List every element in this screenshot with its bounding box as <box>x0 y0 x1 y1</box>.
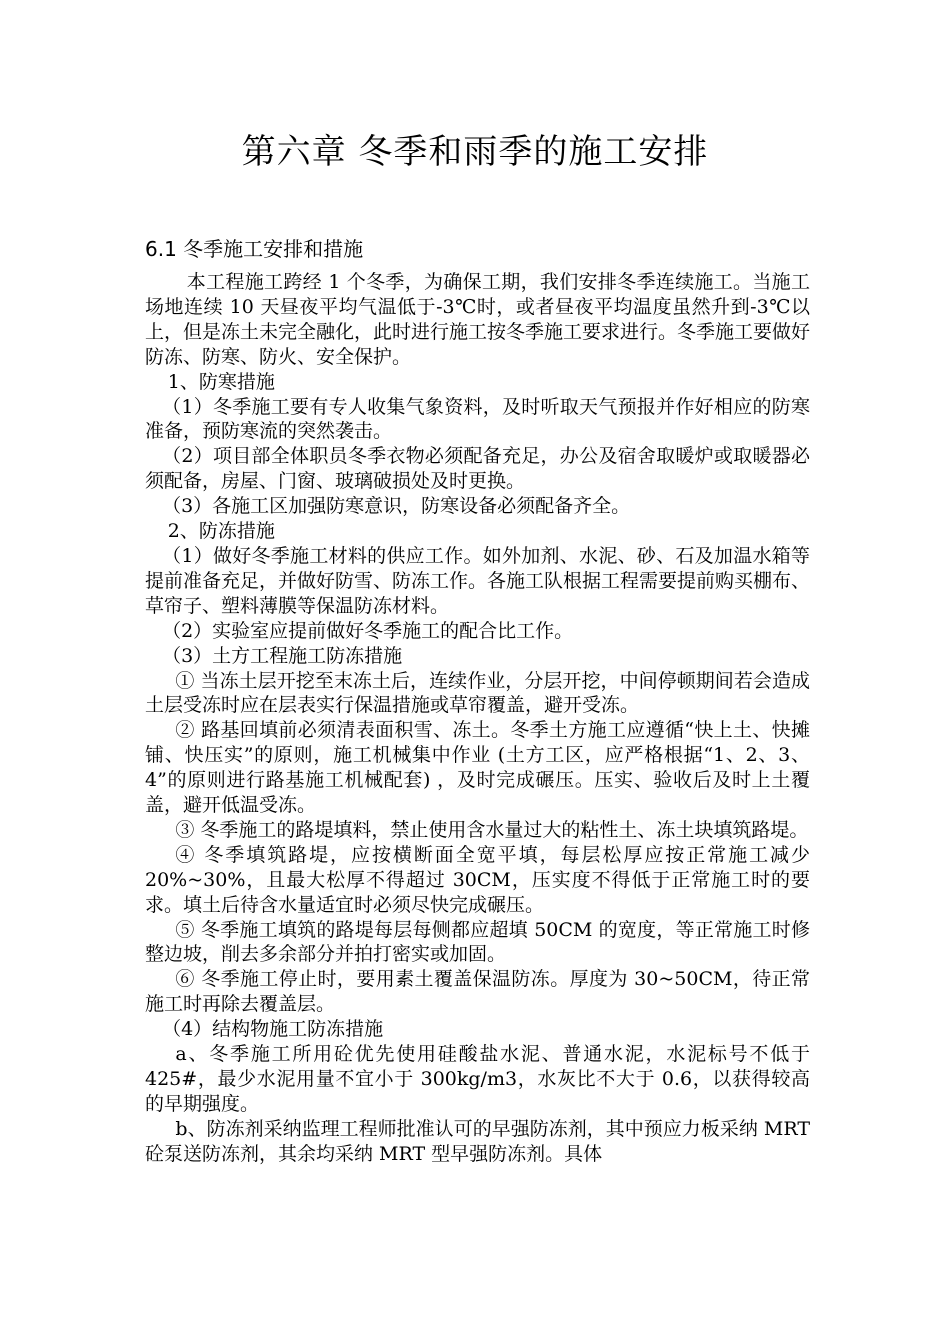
paragraph: （2）实验室应提前做好冬季施工的配合比工作。 <box>162 619 574 642</box>
paragraph: 本工程施工跨经 1 个冬季，为确保工期，我们安排冬季连续施工。当施工场地连续 10 天昼夜平均气温低于-3℃时，或者昼夜平均温度虽然升到-3℃以上，但是冻土未完全融化，此时进行施工按冬季施工要求进行。冬季施工要做好防冻、防寒、防火、安全保护。 <box>145 271 811 368</box>
paragraph: （1）冬季施工要有专人收集气象资料，及时听取天气预报并作好相应的防寒准备，预防寒流的突然袭击。 <box>145 395 810 443</box>
body-text <box>145 270 810 1167</box>
paragraph: ④ 冬季填筑路堤，应按横断面全宽平填，每层松厚应按正常施工减少 20%~30%，且最大松厚不得超过 30CM，压实度不得低于正常施工时的要求。填土后待含水量适宜时必须尽快完成碾压。 <box>145 843 810 916</box>
paragraph: ① 当冻土层开挖至末冻土后，连续作业，分层开挖，中间停顿期间若会造成土层受冻时应在层表实行保温措施或草帘覆盖，避开受冻。 <box>145 669 810 717</box>
paragraph: a、冬季施工所用砼优先使用硅酸盐水泥、普通水泥，水泥标号不低于 425#，最少水泥用量不宜小于 300kg/m3，水灰比不大于 0.6，以获得较高的早期强度。 <box>145 1043 810 1115</box>
paragraph: b、防冻剂采纳监理工程师批准认可的早强防冻剂，其中预应力板采纳 MRT 砼泵送防冻剂，其余均采纳 MRT 型早强防冻剂。具体 <box>145 1117 810 1165</box>
paragraph: ③ 冬季施工的路堤填料，禁止使用含水量过大的粘性土、冻土块填筑路堤。 <box>175 818 809 841</box>
paragraph: （1）做好冬季施工材料的供应工作。如外加剂、水泥、砂、石及加温水箱等提前准备充足，并做好防雪、防冻工作。各施工队根据工程需要提前购买棚布、草帘子、塑料薄膜等保温防冻材料。 <box>145 544 811 617</box>
paragraph: ⑥ 冬季施工停止时，要用素土覆盖保温防冻。厚度为 30~50CM，待正常施工时再除去覆盖层。 <box>145 968 810 1016</box>
paragraph: ⑤ 冬季施工填筑的路堤每层每侧都应超填 50CM 的宽度，等正常施工时修整边坡，削去多余部分并拍打密实或加固。 <box>145 918 810 966</box>
section-heading: 6.1 冬季施工安排和措施 <box>145 237 364 261</box>
paragraph: （3）各施工区加强防寒意识，防寒设备必须配备齐全。 <box>162 495 631 518</box>
paragraph: （2）项目部全体职员冬季衣物必须配备充足，办公及宿舍取暖炉或取暖器必须配备，房屋、门窗、玻璃破损处及时更换。 <box>145 445 810 493</box>
paragraph: （4）结构物施工防冻措施 <box>162 1018 384 1041</box>
chapter-title: 第六章 冬季和雨季的施工安排 <box>241 132 709 172</box>
paragraph: （3）土方工程施工防冻措施 <box>162 644 403 667</box>
subheading: 1、防寒措施 <box>167 370 275 393</box>
subheading: 2、防冻措施 <box>167 520 275 543</box>
paragraph: ② 路基回填前必须清表面积雪、冻土。冬季土方施工应遵循“快上土、快摊铺、快压实”的原则，施工机械集中作业 (土方工区，应严格根据“1、2、3、4”的原则进行路基施工机械配套) ，及时完成碾压。压实、验收后及时上土覆盖，避开低温受冻。 <box>145 719 810 817</box>
